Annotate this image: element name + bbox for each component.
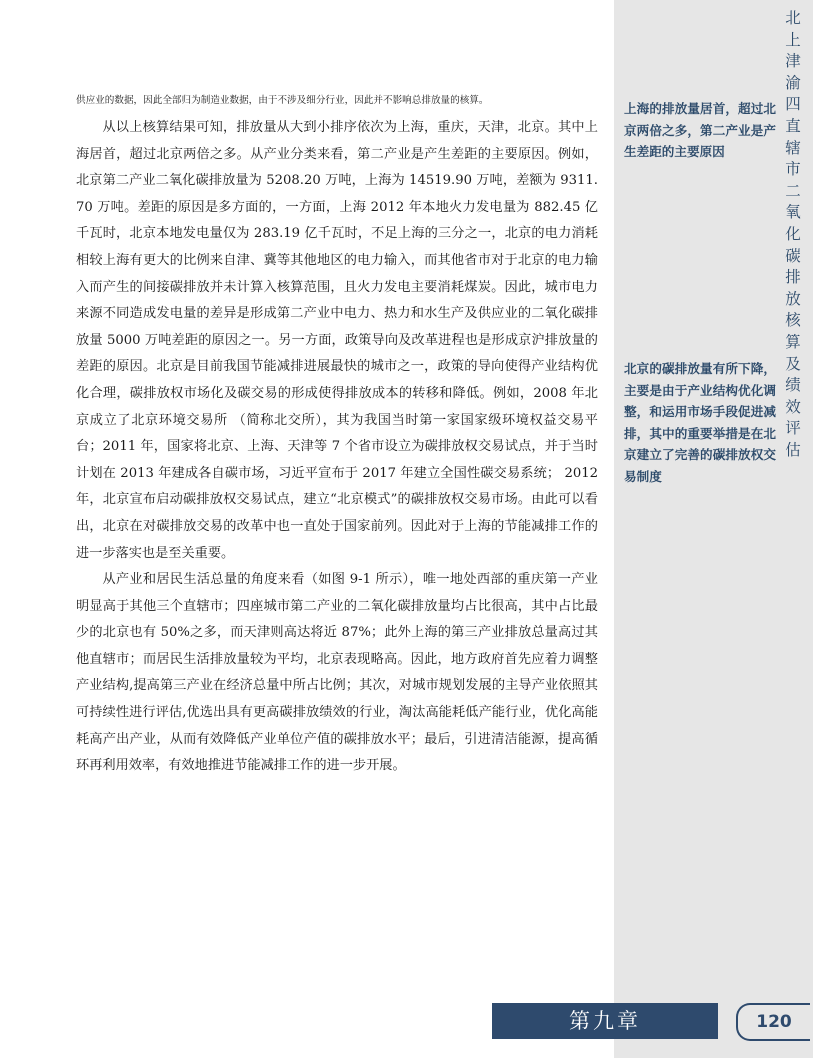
paragraph-2: 从产业和居民生活总量的角度来看（如图 9-1 所示），唯一地处西部的重庆第一产业明显高于其他三个直辖市；四座城市第二产业的二氧化碳排放量均占比很高，其中占比最少的北京也有 50%之多，而天津则高达将近 87%；此外上海的第三产业排放总量高过其他直辖市；而居民生活排放量较为平均，北京表现略高。因此，地方政府首先应着力调整产业结构,提高第三产业在经济总量中所占比例；其次，对城市规划发展的主导产业依照其可持续性进行评估,优选出具有更高碳排放绩效的行业，淘汰高能耗低产能行业，优化高能耗高产出产业，从而有效降低产业单位产值的碳排放水平；最后，引进清洁能源，提高循环再利用效率，有效地推进节能减排工作的进一步开展。 [76, 572, 598, 774]
footnote-continuation: 供应业的数据，因此全部归为制造业数据，由于不涉及细分行业，因此并不影响总排放量的核算。 [76, 95, 489, 106]
page-number: 120 [736, 1003, 810, 1041]
main-content [76, 90, 598, 780]
paragraph-1: 从以上核算结果可知，排放量从大到小排序依次为上海，重庆，天津，北京。其中上海居首，超过北京两倍之多。从产业分类来看，第二产业是产生差距的主要原因。例如，北京第二产业二氧化碳排放量为 5208.20 万吨，上海为 14519.90 万吨，差额为 9311.70 万吨。差距的原因是多方面的，一方面，上海 2012 年本地火力发电量为 882.45 亿千瓦时，北京本地发电量仅为 283.19 亿千瓦时，不足上海的三分之一，北京的电力消耗相较上海有更大的比例来自津、冀等其他地区的电力输入，而其他省市对于北京的电力输入而产生的间接碳排放并未计算入核算范围，且火力发电主要消耗煤炭。因此，城市电力来源不同造成发电量的差异是形成第二产业中电力、热力和水生产及供应业的二氧化碳排放量 5000 万吨差距的原因之一。另一方面，政策导向及改革进程也是形成京沪排放量的差距的原因。北京是目前我国节能减排进展最快的城市之一，政策的导向使得产业结构优化合理，碳排放权市场化及碳交易的形成使得排放成本的转移和降低。例如，2008 年北京成立了北京环境交易所 （简称北交所），其为我国当时第一家国家级环境权益交易平台；2011 年，国家将北京、上海、天津等 7 个省市设立为碳排放权交易试点，并于当时计划在 2013 年建成各自碳市场，习近平宣布于 2017 年建立全国性碳交易系统； 2012 年，北京宣布启动碳排放权交易试点，建立“北京模式”的碳排放权交易市场。由此可以看出，北京在对碳排放交易的改革中也一直处于国家前列。因此对于上海的节能减排工作的进一步落实也是至关重要。 [76, 120, 598, 561]
side-title: 北上津渝四直辖市二氧化碳排放核算及绩效评估 [785, 9, 801, 459]
margin-note-2: 北京的碳排放量有所下降，主要是由于产业结构优化调整，和运用市场手段促进减排，其中的重要举措是在北京建立了完善的碳排放权交易制度 [624, 361, 776, 484]
chapter-label: 第九章 [492, 1003, 718, 1039]
margin-note-1: 上海的排放量居首，超过北京两倍之多，第二产业是产生差距的主要原因 [624, 101, 776, 159]
